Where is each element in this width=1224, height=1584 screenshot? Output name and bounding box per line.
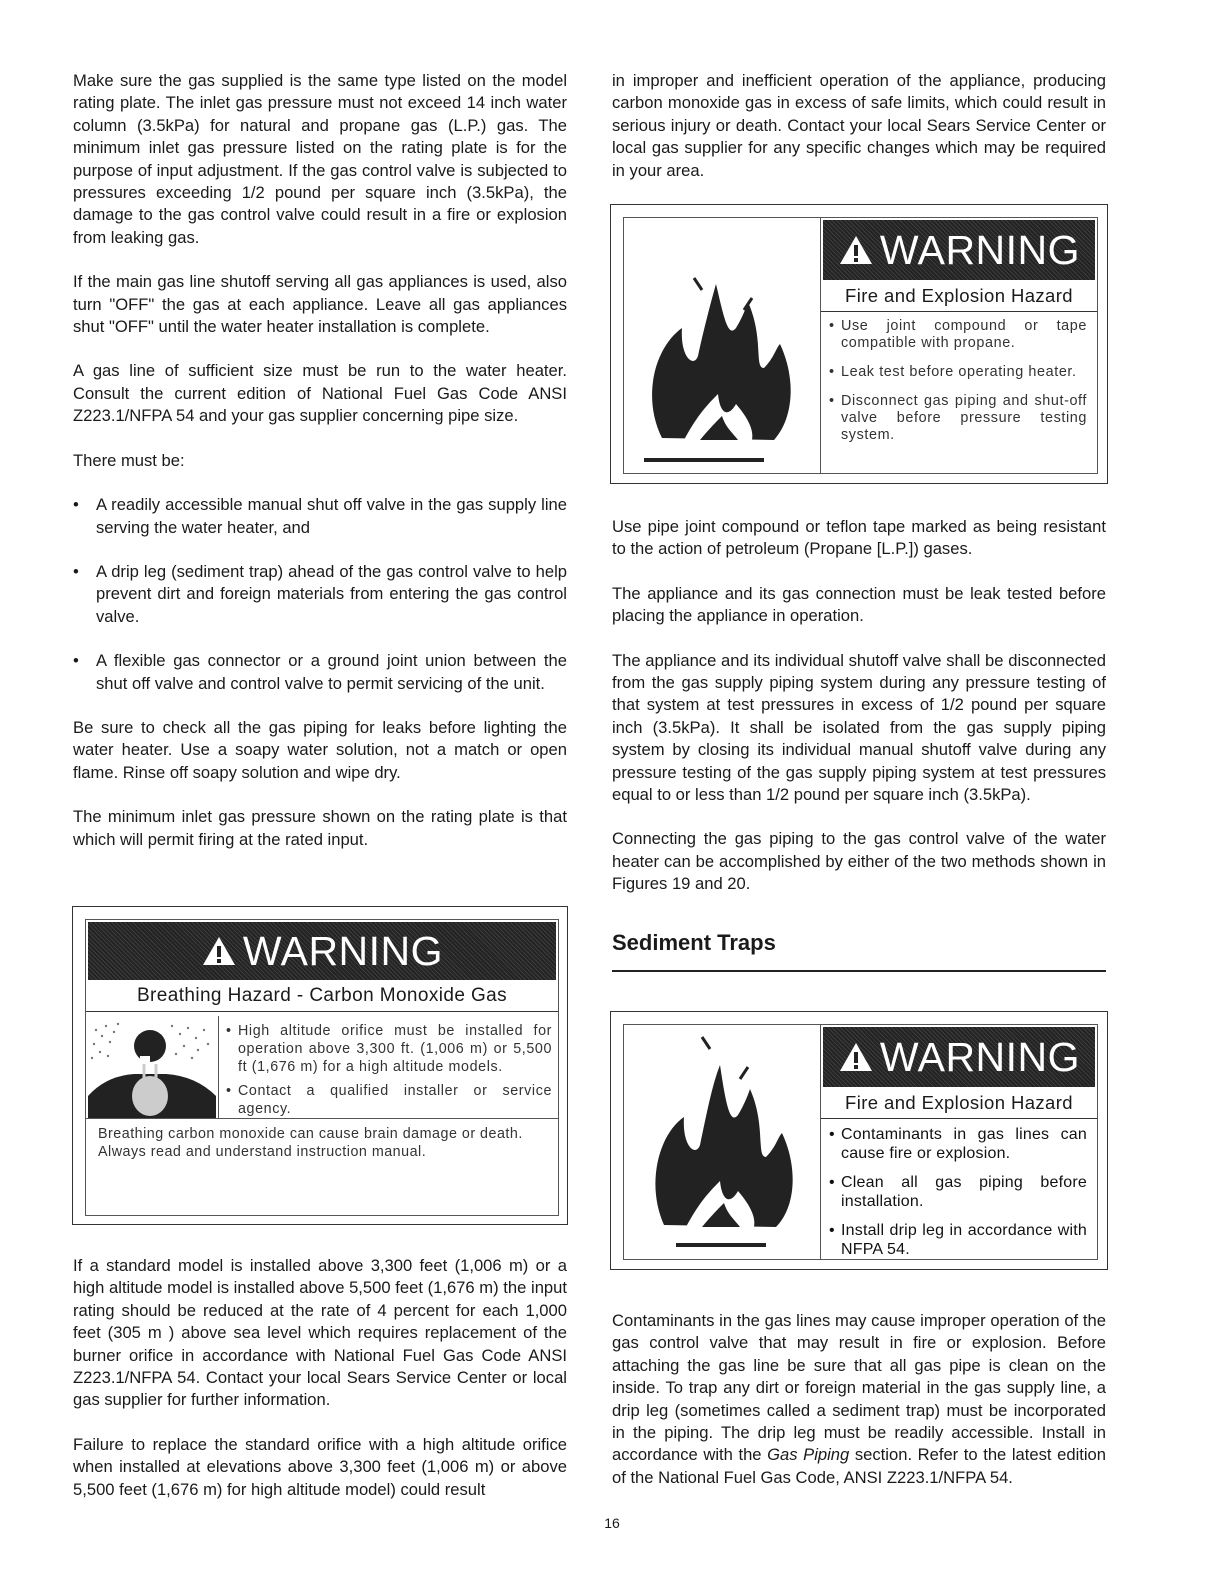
- paragraph: Make sure the gas supplied is the same type listed on the model rating plate. The inlet gas pressure must not exceed 14 inch water column (3.5kPa) for natural and propane gas (L.P.) gas. The minimum inlet gas pressure listed on the rating plate is for the purpose of input adjustment. If the gas control valve is subjected to pressures exceeding 1/2 pound per square inch (3.5kPa), the damage to the gas control valve could result in a fire or explosion from leaking gas.: [73, 71, 567, 247]
- warning-triangle-icon: [201, 935, 237, 967]
- right-column-bottom: [612, 1310, 1106, 1489]
- requirements-list: [73, 494, 567, 695]
- list-item: • Use joint compound or tape compatible with propane.: [829, 318, 1087, 351]
- list-item: • A readily accessible manual shut off valve in the gas supply line serving the water heater, and: [73, 495, 567, 537]
- warning-carbon-monoxide: [72, 906, 568, 1225]
- flame-icon: [624, 1025, 821, 1259]
- warning-title: Fire and Explosion Hazard: [821, 280, 1097, 312]
- person-breathing-gas-icon: [86, 1016, 219, 1118]
- warning-fire-explosion: [610, 204, 1108, 484]
- bullet-icon: •: [829, 364, 835, 380]
- bullet-icon: •: [73, 651, 79, 671]
- section-divider: [612, 970, 1106, 972]
- warning-triangle-icon: [838, 1041, 874, 1073]
- paragraph: If the main gas line shutoff serving all gas appliances is used, also turn "OFF" the gas at each appliance. Leave all gas appliances shut "OFF" until the water heater installation is complete.: [73, 272, 567, 337]
- paragraph: A gas line of sufficient size must be run to the water heater. Consult the current edition of National Fuel Gas Code ANSI Z223.1/NFPA 54 and your gas supplier concerning pipe size.: [73, 361, 567, 426]
- bullet-icon: •: [829, 393, 835, 409]
- warning-title: Breathing Hazard - Carbon Monoxide Gas: [86, 980, 558, 1012]
- section-title: Sediment Traps: [612, 929, 776, 955]
- warning-banner: WARNING: [88, 922, 556, 980]
- paragraph: Failure to replace the standard orifice with a high altitude orifice when installed at elevations above 3,300 feet (1,006 m) or above 5,500 feet (1,676 m) for high altitude model) could result: [73, 1434, 567, 1499]
- list-item: • Install drip leg in accordance with NFPA 54.: [829, 1222, 1087, 1258]
- warning-triangle-icon: [838, 234, 874, 266]
- paragraph: If a standard model is installed above 3,300 feet (1,006 m) or a high altitude model is installed above 5,500 feet (1,676 m) the input rating should be reduced at the rate of 4 percent for each 1,000 feet (305 m ) above sea level which requires replacement of the burner orifice in accordance with National Fuel Gas Code ANSI Z223.1/NFPA 54. Contact your local Sears Service Center or local gas supplier for further information.: [73, 1256, 567, 1410]
- warning-items: [821, 312, 1097, 444]
- paragraph: Use pipe joint compound or teflon tape marked as being resistant to the action of petroleum (Propane [L.P.]) gases.: [612, 517, 1106, 559]
- warning-banner: WARNING: [823, 220, 1095, 280]
- bullet-icon: •: [829, 318, 835, 334]
- list-item: • Disconnect gas piping and shut-off valve before pressure testing system.: [829, 393, 1087, 443]
- warning-items: [821, 1119, 1097, 1259]
- paragraph: The minimum inlet gas pressure shown on the rating plate is that which will permit firing at the rated input.: [73, 807, 567, 849]
- list-item: • A drip leg (sediment trap) ahead of the gas control valve to help prevent dirt and foreign materials from entering the gas control valve.: [73, 561, 567, 626]
- paragraph: Connecting the gas piping to the gas control valve of the water heater can be accomplished by either of the two methods shown in Figures 19 and 20.: [612, 829, 1106, 894]
- paragraph: Be sure to check all the gas piping for leaks before lighting the water heater. Use a soapy water solution, not a match or open flame. Rinse off soapy solution and wipe dry.: [73, 717, 567, 782]
- warning-footer: Breathing carbon monoxide can cause brain damage or death. Always read and understand instruction manual.: [86, 1118, 558, 1161]
- right-column-middle: [612, 516, 1106, 972]
- paragraph: Contaminants in the gas lines may cause improper operation of the gas control valve that may result in fire or explosion. Before attaching the gas line be sure that all gas pipe is clean on the inside. To trap any dirt or foreign material in the gas supply line, a drip leg (sometimes called a sediment trap) must be incorporated in the piping. The drip leg must be readily accessible. Install in accordance with the Gas Piping section. Refer to the latest edition of the National Fuel Gas Code, ANSI Z223.1/NFPA 54.: [612, 1311, 1107, 1487]
- paragraph: The appliance and its gas connection must be leak tested before placing the appliance in operation.: [612, 583, 1106, 626]
- bullet-icon: •: [829, 1174, 835, 1191]
- left-column: [73, 70, 567, 851]
- right-column: [612, 70, 1106, 182]
- bullet-icon: •: [73, 561, 79, 581]
- paragraph: The appliance and its individual shutoff valve shall be disconnected from the gas supply piping system during any pressure testing of that system at test pressures in excess of 1/2 pound per square inch (3.5kPa). It shall be isolated from the gas supply piping system by closing its individual manual shutoff valve during any pressure testing of the gas supply piping system at test pressures equal to or less than 1/2 pound per square inch (3.5kPa).: [612, 650, 1106, 805]
- left-column-continued: [73, 1255, 567, 1501]
- warning-fire-explosion-sediment: [610, 1011, 1108, 1270]
- list-item: • Leak test before operating heater.: [829, 364, 1077, 380]
- flame-icon: [624, 218, 821, 473]
- list-item: • Contaminants in gas lines can cause fire or explosion.: [829, 1126, 1087, 1162]
- list-item: • High altitude orifice must be installed for operation above 3,300 ft. (1,006 m) or 5,500 ft (1,676 m) for a high altitude models.: [226, 1023, 552, 1075]
- warning-title: Fire and Explosion Hazard: [821, 1087, 1097, 1119]
- list-item: • Contact a qualified installer or service agency.: [226, 1083, 552, 1117]
- warning-banner: WARNING: [823, 1027, 1095, 1087]
- bullet-icon: •: [226, 1083, 232, 1099]
- bullet-icon: •: [226, 1023, 232, 1039]
- paragraph: There must be:: [73, 450, 185, 470]
- warning-items: [220, 1016, 558, 1118]
- bullet-icon: •: [829, 1126, 835, 1143]
- bullet-icon: •: [73, 495, 79, 515]
- list-item: • A flexible gas connector or a ground joint union between the shut off valve and control valve to permit servicing of the unit.: [73, 651, 567, 693]
- paragraph: in improper and inefficient operation of the appliance, producing carbon monoxide gas in excess of safe limits, which could result in serious injury or death. Contact your local Sears Service Center or local gas supplier for any specific changes which may be required in your area.: [612, 71, 1106, 180]
- bullet-icon: •: [829, 1222, 835, 1239]
- list-item: • Clean all gas piping before installation.: [829, 1174, 1087, 1210]
- page-number: 16: [604, 1515, 620, 1531]
